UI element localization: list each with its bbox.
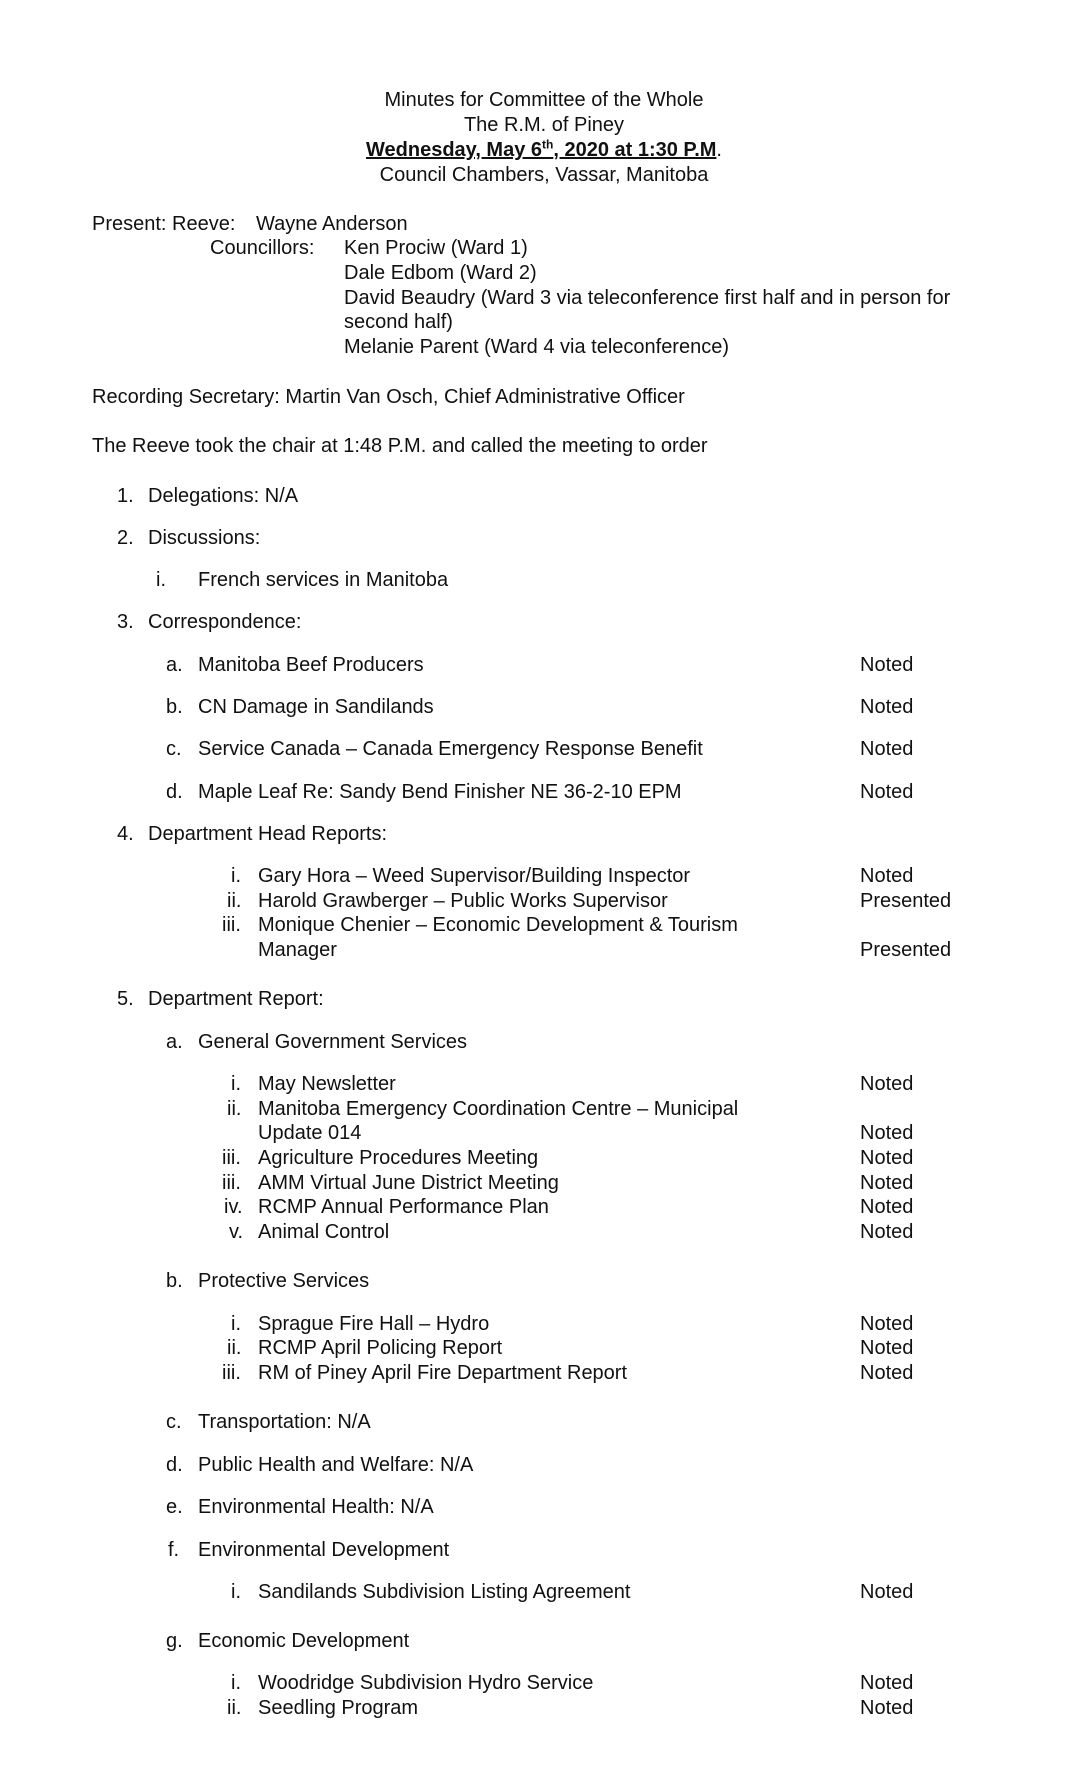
status-noted: Noted xyxy=(860,1147,914,1169)
status-noted: Noted xyxy=(860,1362,914,1384)
date-end: . xyxy=(716,139,722,161)
councillor-4: Melanie Parent (Ward 4 via teleconference) xyxy=(344,336,729,358)
item-number: 2. xyxy=(117,527,134,549)
item-number: 3. xyxy=(117,611,134,633)
correspondence-item: CN Damage in Sandilands xyxy=(198,696,434,718)
councillor-3-cont: second half) xyxy=(344,311,453,333)
report-item: RCMP April Policing Report xyxy=(258,1337,503,1359)
subitem-number: ii. xyxy=(227,890,242,912)
subitem-french-services: French services in Manitoba xyxy=(198,569,449,591)
status-noted: Noted xyxy=(860,781,914,803)
subitem-number: iii. xyxy=(222,1172,241,1194)
councillors-label: Councillors: xyxy=(210,237,315,259)
subitem-number: iii. xyxy=(222,1362,241,1384)
subitem-number: d. xyxy=(166,1454,183,1476)
subitem-number: a. xyxy=(166,654,183,676)
report-item: Monique Chenier – Economic Development & Tourism xyxy=(258,914,738,936)
subitem-number: d. xyxy=(166,781,183,803)
report-item: RM of Piney April Fire Department Report xyxy=(258,1362,628,1384)
subitem-number: i. xyxy=(231,865,241,887)
subitem-number: a. xyxy=(166,1031,183,1053)
status-noted: Noted xyxy=(860,865,914,887)
section-environmental-development: Environmental Development xyxy=(198,1539,450,1561)
reeve-name: Wayne Anderson xyxy=(256,213,408,235)
status-noted: Noted xyxy=(860,1122,914,1144)
subitem-number: iii. xyxy=(222,1147,241,1169)
status-noted: Noted xyxy=(860,1697,914,1719)
section-economic-development: Economic Development xyxy=(198,1630,410,1652)
date-suffix: , 2020 at 1:30 P.M xyxy=(553,139,717,161)
subitem-number: i. xyxy=(231,1073,241,1095)
status-noted: Noted xyxy=(860,1313,914,1335)
document-title: Minutes for Committee of the Whole xyxy=(384,89,704,111)
subitem-number: g. xyxy=(166,1630,183,1652)
report-item: AMM Virtual June District Meeting xyxy=(258,1172,559,1194)
report-item-cont: Update 014 xyxy=(258,1122,362,1144)
present-label: Present: Reeve: xyxy=(92,213,236,235)
call-to-order: The Reeve took the chair at 1:48 P.M. and called the meeting to order xyxy=(92,435,708,457)
councillor-3: David Beaudry (Ward 3 via teleconference first half and in person for xyxy=(344,287,951,309)
correspondence-item: Maple Leaf Re: Sandy Bend Finisher NE 36-2-10 EPM xyxy=(198,781,682,803)
report-item: Gary Hora – Weed Supervisor/Building Inspector xyxy=(258,865,691,887)
report-item: RCMP Annual Performance Plan xyxy=(258,1196,549,1218)
date-sup: th xyxy=(542,137,554,152)
status-presented: Presented xyxy=(860,890,952,912)
section-general-government: General Government Services xyxy=(198,1031,468,1053)
correspondence-item: Service Canada – Canada Emergency Response Benefit xyxy=(198,738,703,760)
section-protective-services: Protective Services xyxy=(198,1270,370,1292)
report-item: Woodridge Subdivision Hydro Service xyxy=(258,1672,594,1694)
subitem-number: ii. xyxy=(227,1337,242,1359)
status-noted: Noted xyxy=(860,1672,914,1694)
subitem-number: c. xyxy=(166,1411,182,1433)
status-noted: Noted xyxy=(860,696,914,718)
report-item: Agriculture Procedures Meeting xyxy=(258,1147,539,1169)
councillor-1: Ken Prociw (Ward 1) xyxy=(344,237,528,259)
report-item: Sprague Fire Hall – Hydro xyxy=(258,1313,490,1335)
status-noted: Noted xyxy=(860,1221,914,1243)
section-environmental-health: Environmental Health: N/A xyxy=(198,1496,434,1518)
subitem-number: v. xyxy=(229,1221,244,1243)
subitem-number: i. xyxy=(231,1313,241,1335)
item-delegations: Delegations: N/A xyxy=(148,485,299,507)
item-discussions: Discussions: xyxy=(148,527,261,549)
item-department-head-reports: Department Head Reports: xyxy=(148,823,388,845)
meeting-date xyxy=(0,138,1088,162)
subitem-number: iii. xyxy=(222,914,241,936)
report-item: May Newsletter xyxy=(258,1073,396,1095)
report-item: Sandilands Subdivision Listing Agreement xyxy=(258,1581,631,1603)
subitem-number: i. xyxy=(156,569,166,591)
subitem-number: b. xyxy=(166,696,183,718)
status-presented: Presented xyxy=(860,939,952,961)
status-noted: Noted xyxy=(860,1337,914,1359)
date-prefix: Wednesday, May 6 xyxy=(366,139,543,161)
status-noted: Noted xyxy=(860,1581,914,1603)
report-item: Animal Control xyxy=(258,1221,390,1243)
status-noted: Noted xyxy=(860,1172,914,1194)
subitem-number: i. xyxy=(231,1581,241,1603)
status-noted: Noted xyxy=(860,1073,914,1095)
report-item: Seedling Program xyxy=(258,1697,419,1719)
subitem-number: i. xyxy=(231,1672,241,1694)
subitem-number: b. xyxy=(166,1270,183,1292)
report-item-cont: Manager xyxy=(258,939,337,961)
section-transportation: Transportation: N/A xyxy=(198,1411,371,1433)
item-number: 4. xyxy=(117,823,134,845)
subitem-number: iv. xyxy=(224,1196,243,1218)
subitem-number: e. xyxy=(166,1496,183,1518)
subitem-number: ii. xyxy=(227,1098,242,1120)
status-noted: Noted xyxy=(860,738,914,760)
report-item: Manitoba Emergency Coordination Centre – Municipal xyxy=(258,1098,739,1120)
correspondence-item: Manitoba Beef Producers xyxy=(198,654,424,676)
status-noted: Noted xyxy=(860,654,914,676)
recording-secretary: Recording Secretary: Martin Van Osch, Chief Administrative Officer xyxy=(92,386,685,408)
item-number: 5. xyxy=(117,988,134,1010)
status-noted: Noted xyxy=(860,1196,914,1218)
meeting-location: Council Chambers, Vassar, Manitoba xyxy=(379,164,709,186)
section-public-health: Public Health and Welfare: N/A xyxy=(198,1454,474,1476)
municipality-name: The R.M. of Piney xyxy=(463,114,625,136)
subitem-number: ii. xyxy=(227,1697,242,1719)
subitem-number: f. xyxy=(168,1539,180,1561)
report-item: Harold Grawberger – Public Works Supervisor xyxy=(258,890,668,912)
subitem-number: c. xyxy=(166,738,182,760)
item-department-report: Department Report: xyxy=(148,988,324,1010)
item-number: 1. xyxy=(117,485,134,507)
councillor-2: Dale Edbom (Ward 2) xyxy=(344,262,537,284)
item-correspondence: Correspondence: xyxy=(148,611,302,633)
